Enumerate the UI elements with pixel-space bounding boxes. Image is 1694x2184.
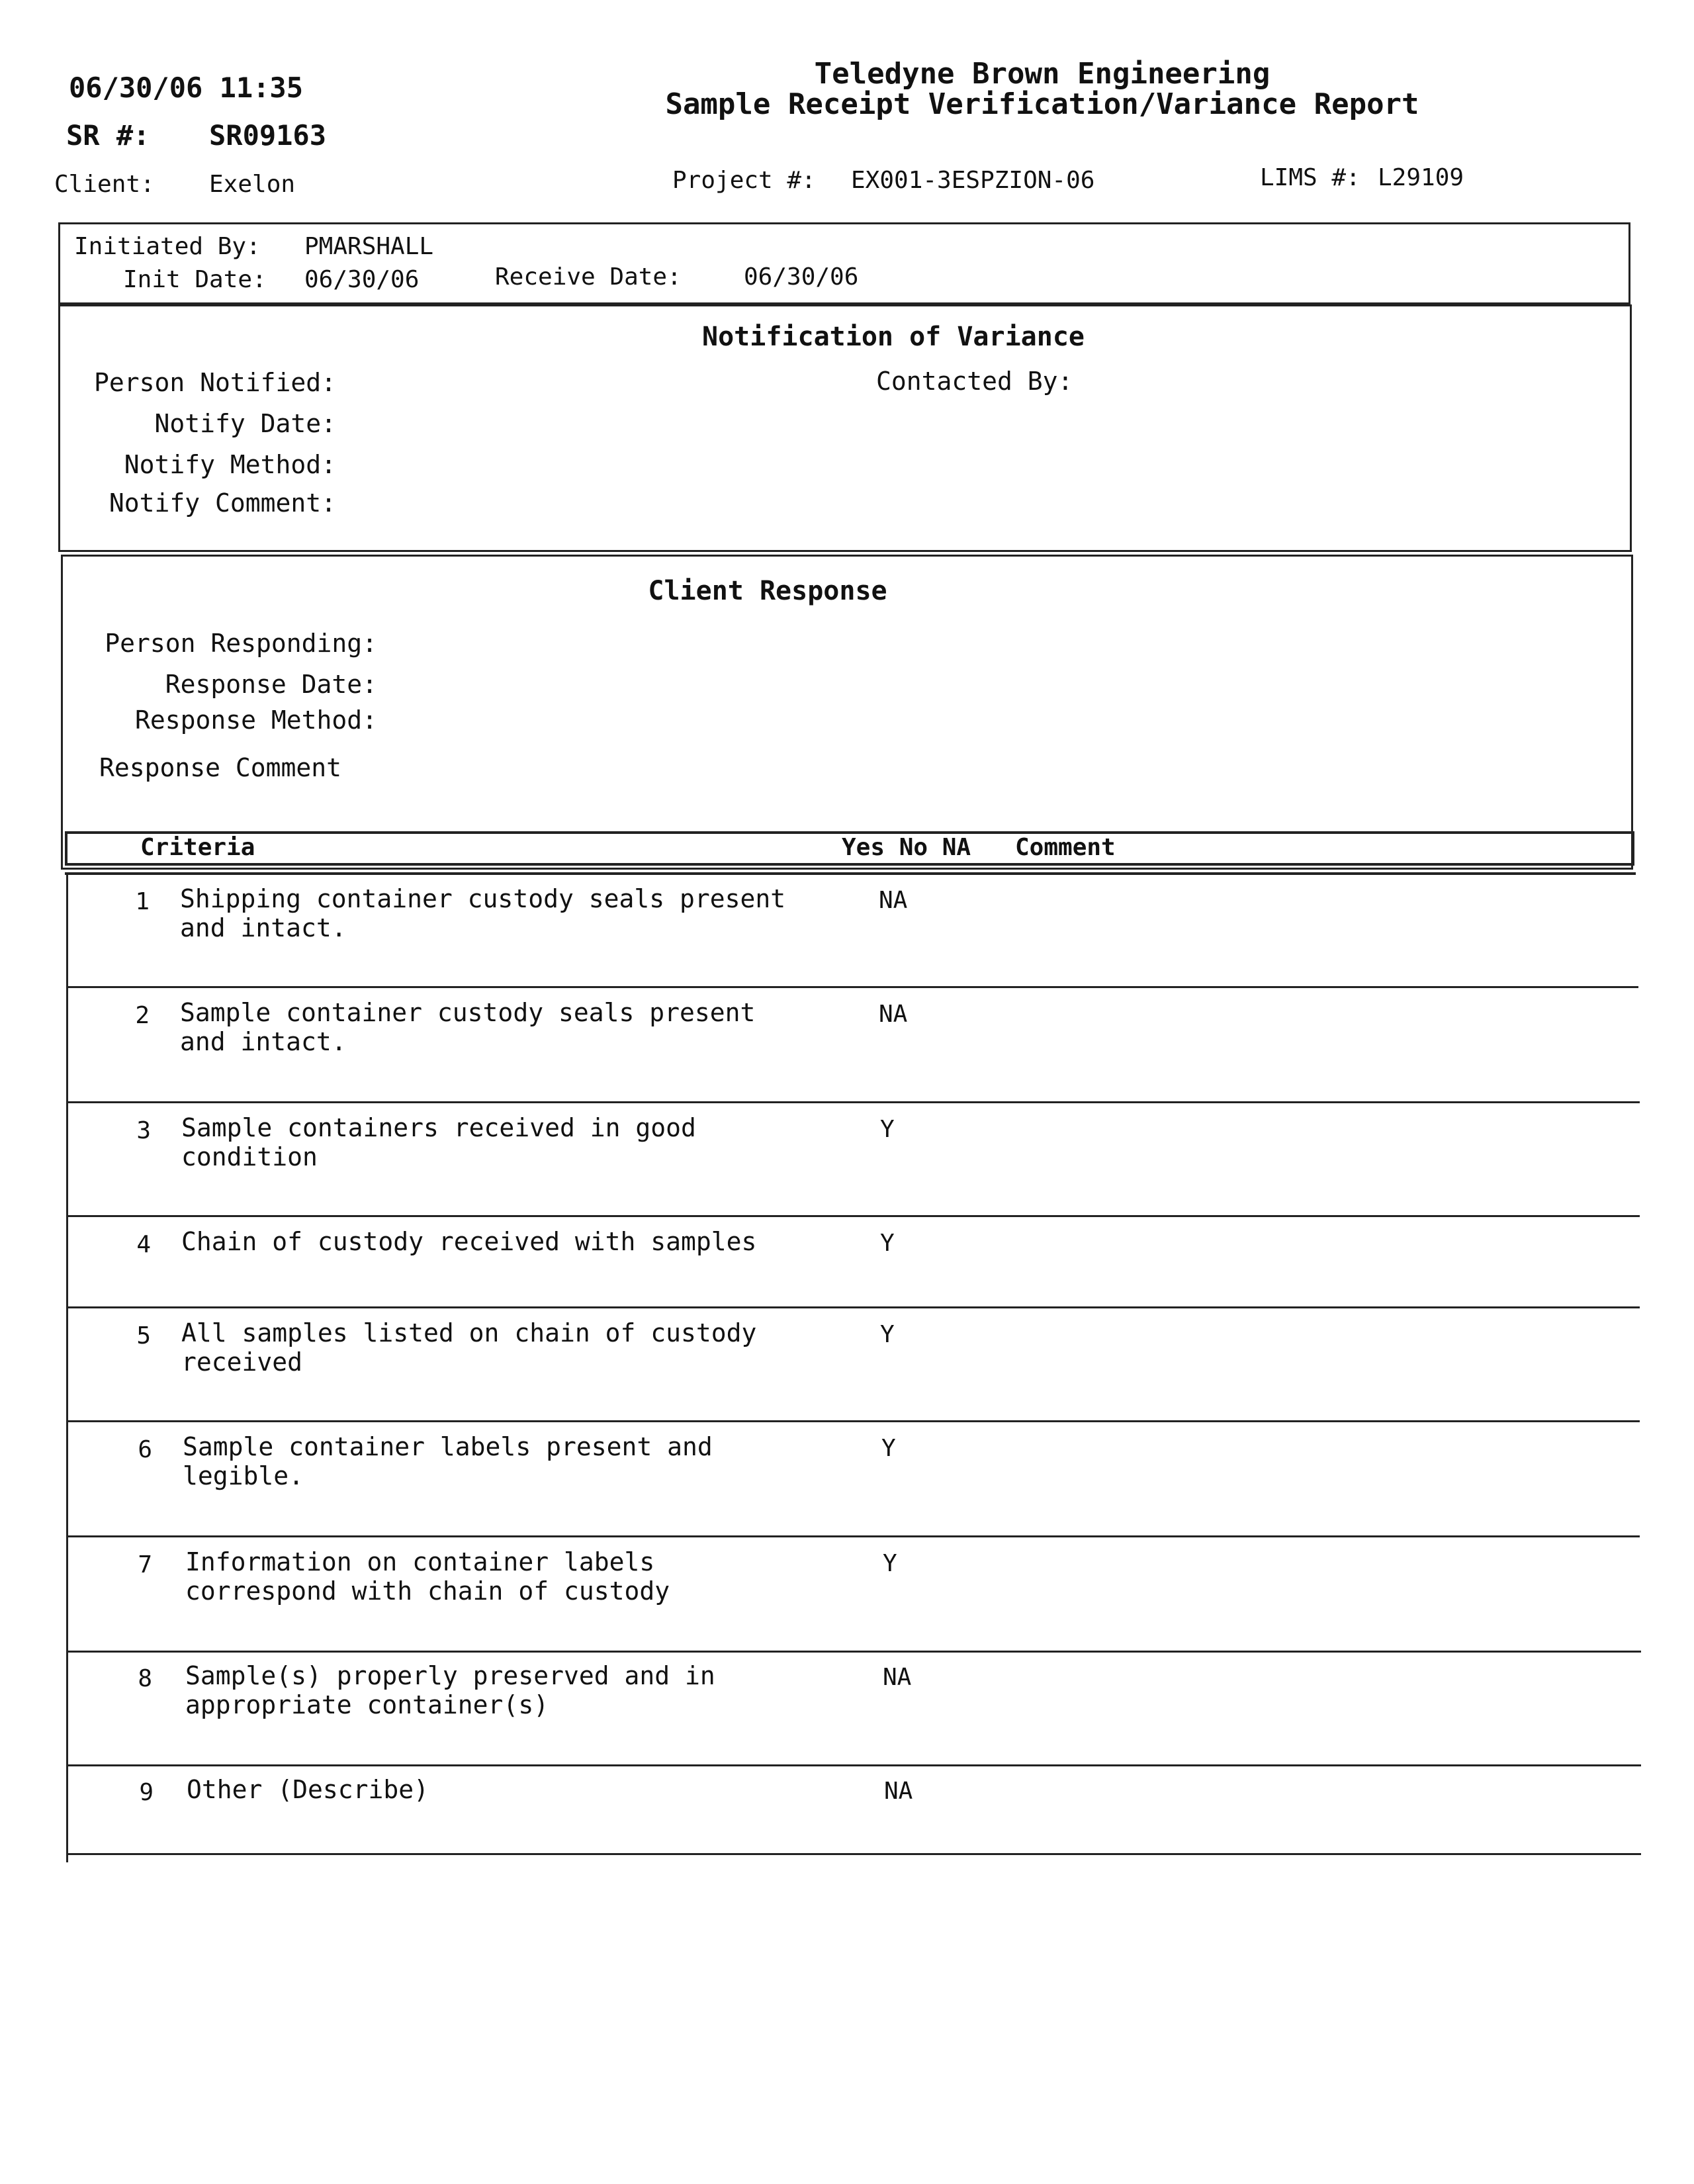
initiated-by-label: Initiated By:: [74, 233, 261, 260]
table-bottom-rule: [66, 1853, 1641, 1855]
person-responding-label: Person Responding:: [105, 629, 377, 658]
row-status-value: NA: [879, 1001, 908, 1028]
row-status-value: Y: [880, 1230, 895, 1257]
row-criteria-text: Sample(s) properly preserved and in appropriate container(s): [185, 1661, 715, 1719]
row-criteria-text: All samples listed on chain of custody received: [181, 1318, 757, 1377]
client-name: Exelon: [209, 171, 296, 198]
row-number: 1: [135, 888, 150, 915]
company-name: Teledyne Brown Engineering: [814, 57, 1270, 91]
notify-method-label: Notify Method:: [124, 450, 336, 479]
client-label: Client:: [54, 171, 155, 198]
row-divider: [66, 1764, 1641, 1766]
row-status-value: NA: [879, 887, 908, 914]
row-divider: [66, 986, 1638, 988]
row-status-value: Y: [880, 1116, 895, 1143]
lims-label: LIMS #:: [1260, 164, 1360, 191]
row-number: 4: [136, 1231, 151, 1258]
table-top-rule: [65, 872, 1636, 875]
comment-header: Comment: [1015, 834, 1116, 861]
row-divider: [66, 1101, 1640, 1103]
initiated-by-value: PMARSHALL: [304, 233, 434, 260]
response-comment-label: Response Comment: [99, 753, 342, 782]
row-number: 8: [138, 1665, 152, 1692]
row-status-value: Y: [880, 1321, 895, 1348]
row-divider: [66, 1535, 1640, 1537]
yes-no-na-header: Yes No NA: [842, 834, 971, 861]
notification-title: Notification of Variance: [702, 322, 1085, 352]
response-method-label: Response Method:: [134, 705, 377, 735]
row-criteria-text: Shipping container custody seals present and intact.: [180, 884, 786, 942]
row-divider: [66, 1420, 1640, 1422]
receive-date-label: Receive Date:: [495, 263, 682, 291]
init-date-value: 06/30/06: [304, 266, 420, 293]
row-status-value: NA: [883, 1664, 912, 1691]
notify-comment-label: Notify Comment:: [109, 488, 336, 518]
report-title: Sample Receipt Verification/Variance Report: [665, 87, 1419, 121]
row-number: 5: [136, 1322, 151, 1349]
row-divider: [66, 1306, 1640, 1308]
lims-number: L29109: [1378, 164, 1464, 191]
row-status-value: Y: [881, 1435, 896, 1462]
row-number: 7: [138, 1551, 152, 1578]
row-number: 9: [139, 1779, 154, 1806]
row-criteria-text: Sample container labels present and legible.: [183, 1432, 713, 1490]
row-status-value: NA: [884, 1778, 913, 1805]
report-timestamp: 06/30/06 11:35: [69, 71, 304, 104]
row-criteria-text: Sample container custody seals present and intact.: [180, 998, 756, 1056]
project-label: Project #:: [672, 167, 816, 194]
response-date-label: Response Date:: [165, 670, 377, 699]
notify-date-label: Notify Date:: [154, 409, 336, 438]
sr-label: SR #:: [66, 119, 150, 152]
row-criteria-text: Other (Describe): [187, 1775, 429, 1804]
sr-number: SR09163: [209, 119, 327, 152]
row-criteria-text: Chain of custody received with samples: [181, 1227, 757, 1256]
person-notified-label: Person Notified:: [93, 368, 336, 397]
row-number: 2: [135, 1002, 150, 1029]
contacted-by-label: Contacted By:: [876, 367, 1073, 396]
project-number: EX001-3ESPZION-06: [851, 167, 1095, 194]
row-number: 6: [138, 1436, 152, 1463]
init-date-label: Init Date:: [123, 266, 267, 293]
receive-date-value: 06/30/06: [744, 263, 859, 291]
row-divider: [66, 1651, 1641, 1653]
row-status-value: Y: [883, 1550, 897, 1577]
row-divider: [66, 1215, 1640, 1217]
row-number: 3: [136, 1117, 151, 1144]
criteria-header: Criteria: [140, 834, 255, 861]
row-criteria-text: Information on container labels correspond with chain of custody: [185, 1547, 670, 1606]
row-criteria-text: Sample containers received in good condition: [181, 1113, 696, 1171]
table-left-rule: [66, 872, 68, 1862]
client-response-title: Client Response: [648, 576, 887, 606]
